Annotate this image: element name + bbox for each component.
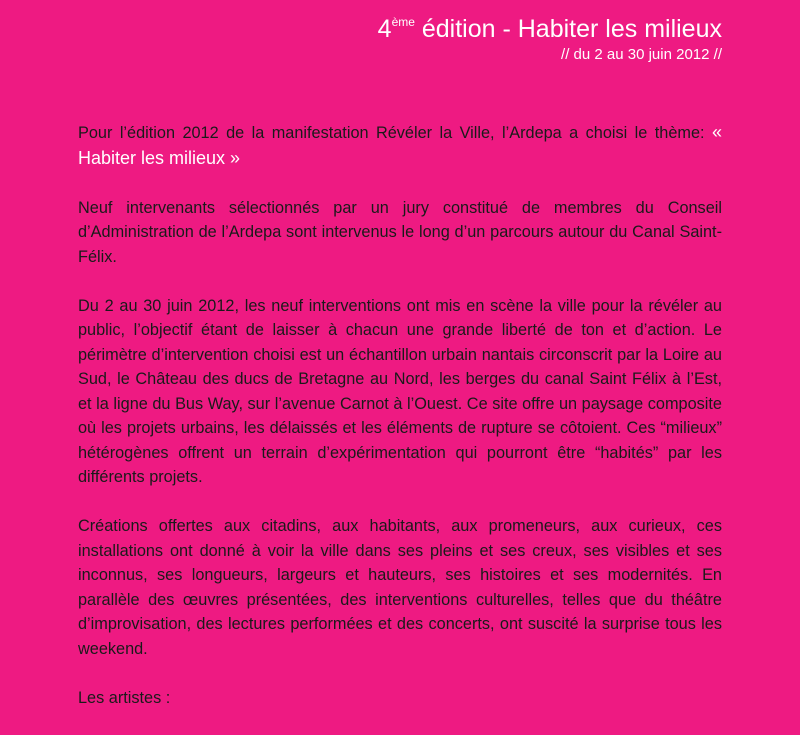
theme-highlight: « Habiter les milieux » [78, 122, 722, 168]
paragraph-jury: Neuf intervenants sélectionnés par un jury constitué de membres du Conseil d’Administration de l’Ardepa sont intervenus le long d’un parcours autour du Canal Saint-Félix. [78, 198, 722, 266]
page-header [378, 14, 722, 64]
edition-title [378, 14, 722, 44]
event-dates: // du 2 au 30 juin 2012 // [561, 46, 722, 63]
artists-heading: Les artistes : [78, 688, 171, 707]
paragraph-creations: Créations offertes aux citadins, aux habitants, aux promeneurs, aux curieux, ces installations ont donné à voir la ville dans ses pleins et ses creux, ses visibles et ses inconnus, ses longueurs, largeurs et hauteurs, ses histoires et ses modernités. En parallèle des œuvres présentées, des interventions culturelles, telles que du théâtre d’improvisation, des lectures performées et des concerts, ont suscité la surprise tous les weekend. [78, 517, 722, 658]
edition-number: 4 [377, 15, 392, 43]
edition-title-text: édition - Habiter les milieux [414, 15, 722, 43]
intro-text: Pour l’édition 2012 de la manifestation Révéler la Ville, l’Ardepa a choisi le thème: [78, 124, 712, 142]
intro-paragraph [78, 120, 722, 171]
paragraph-perimeter: Du 2 au 30 juin 2012, les neuf interventions ont mis en scène la ville pour la révéler au public, l’objectif étant de laisser à chacun une grande liberté de ton et d’action. Le périmètre d’intervention choisi est un échantillon urbain nantais circonscrit par la Loire au Sud, le Château des ducs de Bretagne au Nord, les berges du canal Saint Félix à l’Est, et la ligne du Bus Way, sur l’avenue Carnot à l’Ouest. Ce site offre un paysage composite où les projets urbains, les délaissés et les éléments de rupture se côtoient. Ces “milieux” hétérogènes offrent un terrain d’expérimentation qui pourront être “habités” par les différents projets. [78, 296, 722, 486]
main-text [78, 120, 722, 735]
edition-suffix: ème [391, 15, 415, 29]
